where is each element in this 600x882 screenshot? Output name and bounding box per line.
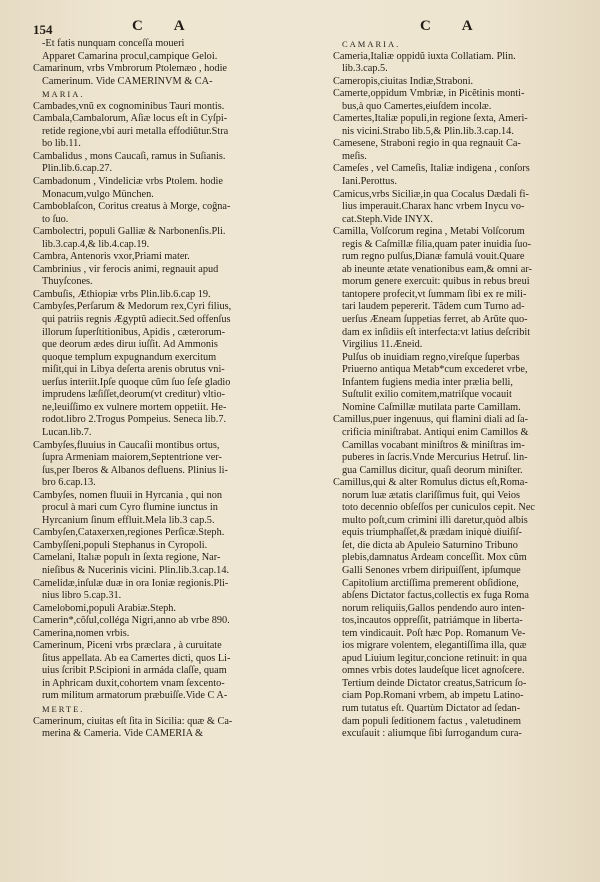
text-line: omnes vrbis dotes laudeſque licet agnoſcere.	[342, 665, 525, 677]
text-line: ſus,per Iberos & Albanos defluens. Plinius li-	[42, 464, 228, 476]
text-line: Cambolectri, populi Galliæ & Narbonenſis.Pli.	[33, 226, 226, 238]
text-line: lib.3.cap.4,& lib.4.cap.19.	[42, 238, 150, 250]
text-line: Monacum,vulgo München.	[42, 188, 154, 200]
text-line: Lucan.lib.7.	[42, 426, 92, 438]
text-line: norum reliquiis,Gallos pendendo auro inten-	[342, 602, 525, 614]
text-line: quoque templum expugnandum exercitum	[42, 351, 217, 363]
text-line: bo lib.11.	[42, 138, 81, 150]
text-line: Plin.lib.6.cap.27.	[42, 163, 113, 175]
text-line: nieſibus & Nucerinis vicini. Plin.lib.3.cap.14.	[42, 564, 230, 576]
text-line: miſit,qui in Libya deſerta arenis obrutus vni-	[42, 364, 225, 376]
text-line: equis triumphaſſet,& prædam iniquè diuiſiſ-	[342, 527, 522, 539]
text-line: uius ſcribit P.Scipioni in armáda claſſe, quam	[42, 665, 227, 677]
text-line: rum regno pulſus,Dianæ famulá vouit.Quare	[342, 251, 525, 263]
text-line: Cameropis,ciuitas Indiæ,Straboni.	[333, 75, 474, 87]
page-number: 154	[33, 22, 53, 37]
text-line: rum militum armatorum præbuiſſe.Vide C A-	[42, 690, 228, 702]
text-line: Apparet Camarina procul,campique Geloi.	[42, 50, 218, 62]
text-line: Tertium deinde Dictator creatus,Satricum ſo-	[342, 677, 527, 689]
text-line: apud Liuium legitur,concione retinuit: in qua	[342, 652, 527, 664]
text-line: nius libro 5.cap.31.	[42, 590, 122, 602]
text-line: to ſuo.	[42, 213, 69, 225]
text-line: rodot.libro 2.Trogus Pompeius. Seneca lib.7.	[42, 414, 227, 426]
text-line: excuſauit : aliumque ſibi ſurrogandum cura-	[342, 728, 522, 740]
text-line: puberes in ſacris.Vnde Mercurius Hetruſ. lin-	[342, 452, 528, 464]
text-line: Cambyſes,fluuius in Caucaſii montibus ortus,	[33, 439, 220, 451]
text-line: morum genere exercuit: quibus in rebus breui	[342, 276, 530, 288]
text-line: Cambuſis, Æthiopiæ vrbs Plin.lib.6.cap 19.	[33, 288, 211, 300]
text-line: ab ineunte ætate venationibus eam,& omni ar-	[342, 263, 532, 275]
text-line: cat.Steph.Vide INYX.	[342, 213, 433, 225]
text-line: merina & Cameria. Vide CAMERIA &	[42, 728, 204, 740]
text-line: ſet, die dicta ab Apuleio Saturnino Tribuno	[342, 539, 518, 551]
text-line: Cambra, Antenoris vxor,Priami mater.	[33, 251, 190, 263]
text-line: nis vicini.Strabo lib.5,& Plin.lib.3.cap.14.	[342, 125, 514, 137]
text-line: Cameria,Italiæ oppidũ iuxta Collatiam. Plin.	[333, 50, 516, 62]
text-line: Camillus,puer ingenuus, qui flamini diali ad ſa-	[333, 414, 529, 426]
text-line: Camilla, Volſcorum regina , Metabi Volſcorum	[333, 226, 525, 238]
text-line: Camertes,Italiæ populi,in regione ſexta, Ameri-	[333, 113, 528, 125]
text-line: Camicus,vrbs Siciliæ,in qua Cocalus Dædali fi-	[333, 188, 529, 200]
text-line: Hyrcanium ſinum effluit.Mela lib.3 cap.5.	[42, 514, 215, 526]
text-line: abſens Dictator factus,collectis ex fuga Roma	[342, 590, 529, 602]
text-line: ios migrare volentem, elegantiſſima illa, quæ	[342, 640, 527, 652]
running-head-left: C A	[132, 18, 199, 34]
text-line: Suſtulit exilio comitem,matriſque vocauit	[342, 389, 512, 401]
text-line: Camarinum, vrbs Vmbrorum Ptolemæo , hodie	[33, 63, 228, 75]
text-line: imprudens læſiſſet,deorum(vt creditur) vltio-	[42, 389, 226, 401]
text-line: lius imperauit.Charax hanc vrbem Inycu vo-	[342, 201, 525, 213]
text-line: Camillas vocabant miniſtros & miniſtras im-	[342, 439, 525, 451]
text-line: Camesene, Straboni regio in qua regnauit Ca-	[333, 138, 521, 150]
text-line: tos,incautos oppreſſit, patriámque in liberta-	[342, 615, 523, 627]
text-line: toto decennio obſeſſos per cuniculos cepit. Nec	[342, 502, 536, 514]
text-line: Camerin*,cõſul,colléga Nigri,anno ab vrbe 890.	[33, 615, 230, 627]
text-line: dam ex inſidiis eſt interfecta:vt latius deſcribit	[342, 326, 531, 338]
text-line: plebis,damnatus Ardeam conceſſit. Mox cũm	[342, 552, 527, 564]
text-line: Cameſes , vel Cameſis, Italiæ indigena , conſors	[333, 163, 530, 175]
page-header	[0, 18, 600, 40]
text-line: Camillus,qui & alter Romulus dictus eſt,Roma-	[333, 477, 528, 489]
text-line: -Et fatis nunquam conceſſa moueri	[42, 38, 185, 49]
text-line: Camelobomi,populi Arabiæ.Steph.	[33, 602, 177, 614]
text-line: illorum ſuperſtitionibus, Apidis , cæterorum-	[42, 326, 226, 338]
left-column	[33, 38, 295, 741]
text-line: Camerte,oppidum Vmbriæ, in Picẽtinis monti-	[333, 88, 525, 100]
text-line: regis & Caſmillæ filia,quam pater inuidia ſuo-	[342, 238, 532, 250]
text-line: tantopere profecit,vt ſummam ſibi ex re mili-	[342, 288, 527, 300]
text-line: dam populi ſeditionem factus , valetudinem	[342, 715, 522, 727]
text-line: Camelani, Italıæ populı in ſexta regione, Nar-	[33, 552, 221, 564]
text-line: Cambades,vnũ ex cognominibus Tauri montis.	[33, 100, 225, 112]
text-line: retide regione,vbi auri metalla effodiũtur.Stra	[42, 125, 229, 137]
text-line: norum luæ ætatis clariſſimus fuit, qui Veios	[342, 489, 520, 501]
text-line: rum tutatus eſt. Quartùm Dictator ad ſedan-	[342, 702, 521, 714]
text-line: Virgilius 11.Æneid.	[342, 339, 423, 351]
text-line: uerſus interiit.Ipſe quoque cũm ſuo ſeſe gladio	[42, 376, 231, 388]
text-line: ciam Pop.Romani vrbem, ab impetu Latino-	[342, 690, 524, 702]
text-line: Priuerno antiqua Metab*cum excederet vrbe,	[342, 364, 528, 376]
text-line: lib.3.cap.5.	[342, 63, 388, 75]
text-line: procul à mari cum Cyro flumine iunctus in	[42, 502, 218, 514]
text-line: Camerinum. Vide CAMERINVM & CA-	[42, 75, 213, 87]
text-line: Thuyſcones.	[42, 276, 93, 288]
text-line: Camerinum, ciuitas eſt ſita in Sicilia: quæ & Ca-	[33, 715, 233, 727]
text-line: Cambyſſeni,populi Stephanus in Cyropoli.	[33, 539, 208, 551]
right-column	[333, 38, 595, 741]
text-line: Iani.Perottus.	[342, 176, 397, 188]
text-line: Cambyſes, nomen fluuii in Hyrcania , qui non	[33, 489, 223, 501]
text-line: CAMARIA.	[342, 39, 401, 49]
text-line: tari laudem pepererit. Tãdem cum Turno ad-	[342, 301, 525, 313]
text-line: Infantem fugiens media inter prælia belli,	[342, 376, 513, 388]
text-line: gua Camillus dicitur, quaſi deorum miniſter.	[342, 464, 523, 476]
text-line: Camboblaſcon, Coritus creatus à Morge, coĝna-	[33, 201, 231, 213]
text-line: multo poſt,cum crimini illi daretur,quòd albis	[342, 514, 528, 526]
text-line: meſis.	[342, 150, 367, 162]
text-line: ſupra Armeniam maiorem,Septentrione ver-	[42, 452, 222, 464]
text-line: Nomine Caſmillæ mutilata parte Camillam.	[342, 401, 521, 413]
text-line: Camerina,nomen vrbis.	[33, 627, 130, 639]
text-line: Capitolium arctiſſima premerent obſidione,	[342, 577, 519, 589]
text-line: crificia miniſtrabat. Antiqui enim Camillos &	[342, 426, 529, 438]
text-line: Pulſus ob inuidiam regno,vireſque ſuperbas	[342, 351, 520, 363]
text-line: Cambadonum , Vindeliciæ vrbs Ptolem. hodie	[33, 176, 223, 188]
text-line: uerſus Æneam ſuppetias ferret, ab Arũte quo-	[342, 314, 528, 326]
text-line: in Aphricam duxit,cohortem vnam ſexcento-	[42, 677, 225, 689]
text-line: MERTE.	[42, 703, 85, 714]
text-line: MARIA.	[42, 89, 85, 100]
text-line: Cambrinius , vir ferocis animi, regnauit apud	[33, 263, 219, 275]
text-line: Camelidæ,inſulæ duæ in ora Ioniæ regionis.Pli-	[33, 577, 229, 589]
text-line: Cambyſen,Cataxerxen,regiones Perſicæ.Steph.	[33, 527, 225, 539]
text-line: bus,à quo Camertes,eiuſdem incolæ.	[342, 100, 492, 112]
text-line: tem vindicauit. Poſt hæc Pop. Romanum Ve-	[342, 627, 526, 639]
running-head-right: C A	[420, 18, 487, 34]
text-line: Galli Senones vrbem diripuiſſent, ipſumque	[342, 564, 521, 576]
text-line: Camerinum, Piceni vrbs præclara , à curuitate	[33, 640, 222, 652]
text-line: Cambala,Cambalorum, Aſiæ locus eſt in Cyſpi-	[33, 113, 228, 125]
text-line: ne,leuiſſimo ex vulnere mortem oppetiit. He-	[42, 401, 227, 413]
text-line: que deorum ædes diruı iuſſit. Ad Ammonis	[42, 339, 218, 351]
text-line: qui patriis regnis Ægyptũ adiecit.Sed offenſus	[42, 314, 231, 326]
text-line: bro 6.cap.13.	[42, 477, 96, 489]
text-line: ſitus appellata. Ab ea Camertes dicti, quos Li-	[42, 652, 231, 664]
text-line: Cambalidus , mons Caucaſi, ramus in Suſianis.	[33, 150, 226, 162]
text-line: Cambyſes,Perſarum & Medorum rex,Cyri filius,	[33, 301, 232, 313]
